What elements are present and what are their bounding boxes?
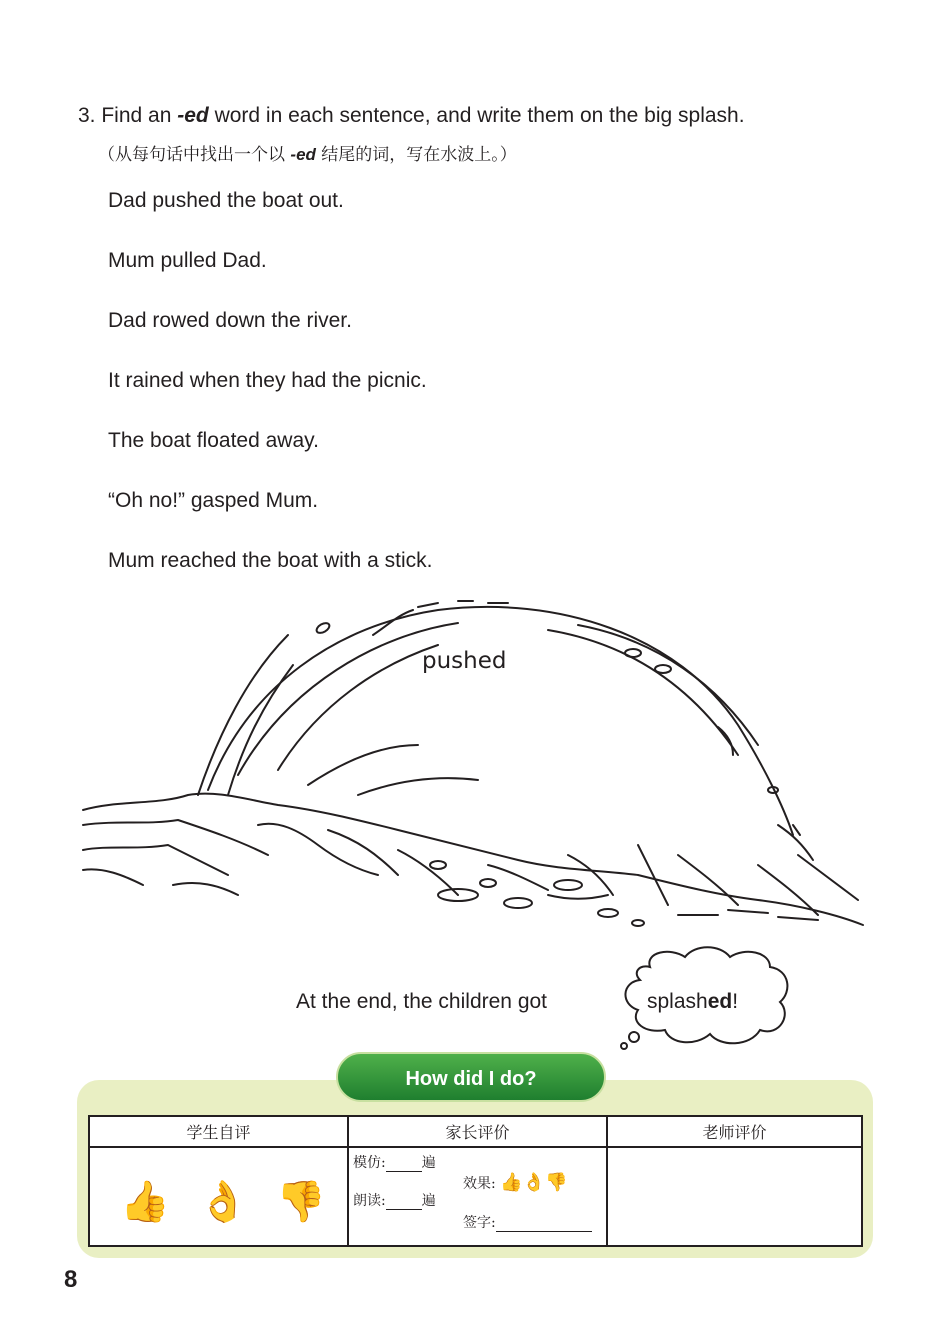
sentence-item: Dad rowed down the river.	[108, 309, 352, 332]
teacher-rating-cell[interactable]	[607, 1147, 862, 1246]
column-parent: 家长评价	[348, 1116, 607, 1147]
read-count-blank[interactable]	[386, 1197, 422, 1210]
evaluation-table	[88, 1115, 863, 1247]
parent-rating-cell	[348, 1147, 607, 1246]
column-teacher: 老师评价	[607, 1116, 862, 1147]
sentence-item: Mum reached the boat with a stick.	[108, 549, 433, 572]
imitate-count-blank[interactable]	[386, 1159, 422, 1172]
splash-illustration	[78, 595, 868, 935]
sentence-item: Mum pulled Dad.	[108, 249, 267, 272]
thumbs-up-icon[interactable]: 👍	[500, 1172, 523, 1193]
read-field: 朗读: 遍	[353, 1193, 436, 1209]
sentence-list	[108, 187, 433, 607]
imitate-field: 模仿: 遍	[353, 1155, 436, 1171]
sentence-item: “Oh no!” gasped Mum.	[108, 489, 319, 512]
student-self-rating-cell	[89, 1147, 348, 1246]
signature-field: 签字:	[463, 1212, 592, 1232]
thumbs-up-icon[interactable]: 👍	[120, 1179, 170, 1225]
signature-blank[interactable]	[496, 1219, 592, 1232]
evaluation-heading: How did I do?	[336, 1052, 606, 1102]
effect-field: 效果: 👍👌👎	[463, 1172, 568, 1193]
page-number: 8	[64, 1266, 78, 1293]
ok-hand-icon[interactable]: 👌	[522, 1172, 546, 1193]
task-title: 3. Find an -ed word in each sentence, and write them on the big splash.	[78, 104, 745, 127]
thumbs-down-icon[interactable]: 👎	[276, 1179, 326, 1225]
ending-sentence: At the end, the children got	[296, 990, 548, 1013]
splash-answer: pushed	[422, 648, 507, 674]
ok-hand-icon[interactable]: 👌	[198, 1179, 248, 1225]
column-student: 学生自评	[89, 1116, 348, 1147]
thumbs-down-icon[interactable]: 👎	[545, 1172, 568, 1193]
task-instruction-chinese: （从每句话中找出一个以 -ed 结尾的词，写在水波上。）	[98, 145, 517, 165]
sentence-item: The boat floated away.	[108, 429, 319, 452]
completed-word: splashed!	[647, 990, 739, 1013]
sentence-item: Dad pushed the boat out.	[108, 189, 344, 212]
sentence-item: It rained when they had the picnic.	[108, 369, 427, 392]
